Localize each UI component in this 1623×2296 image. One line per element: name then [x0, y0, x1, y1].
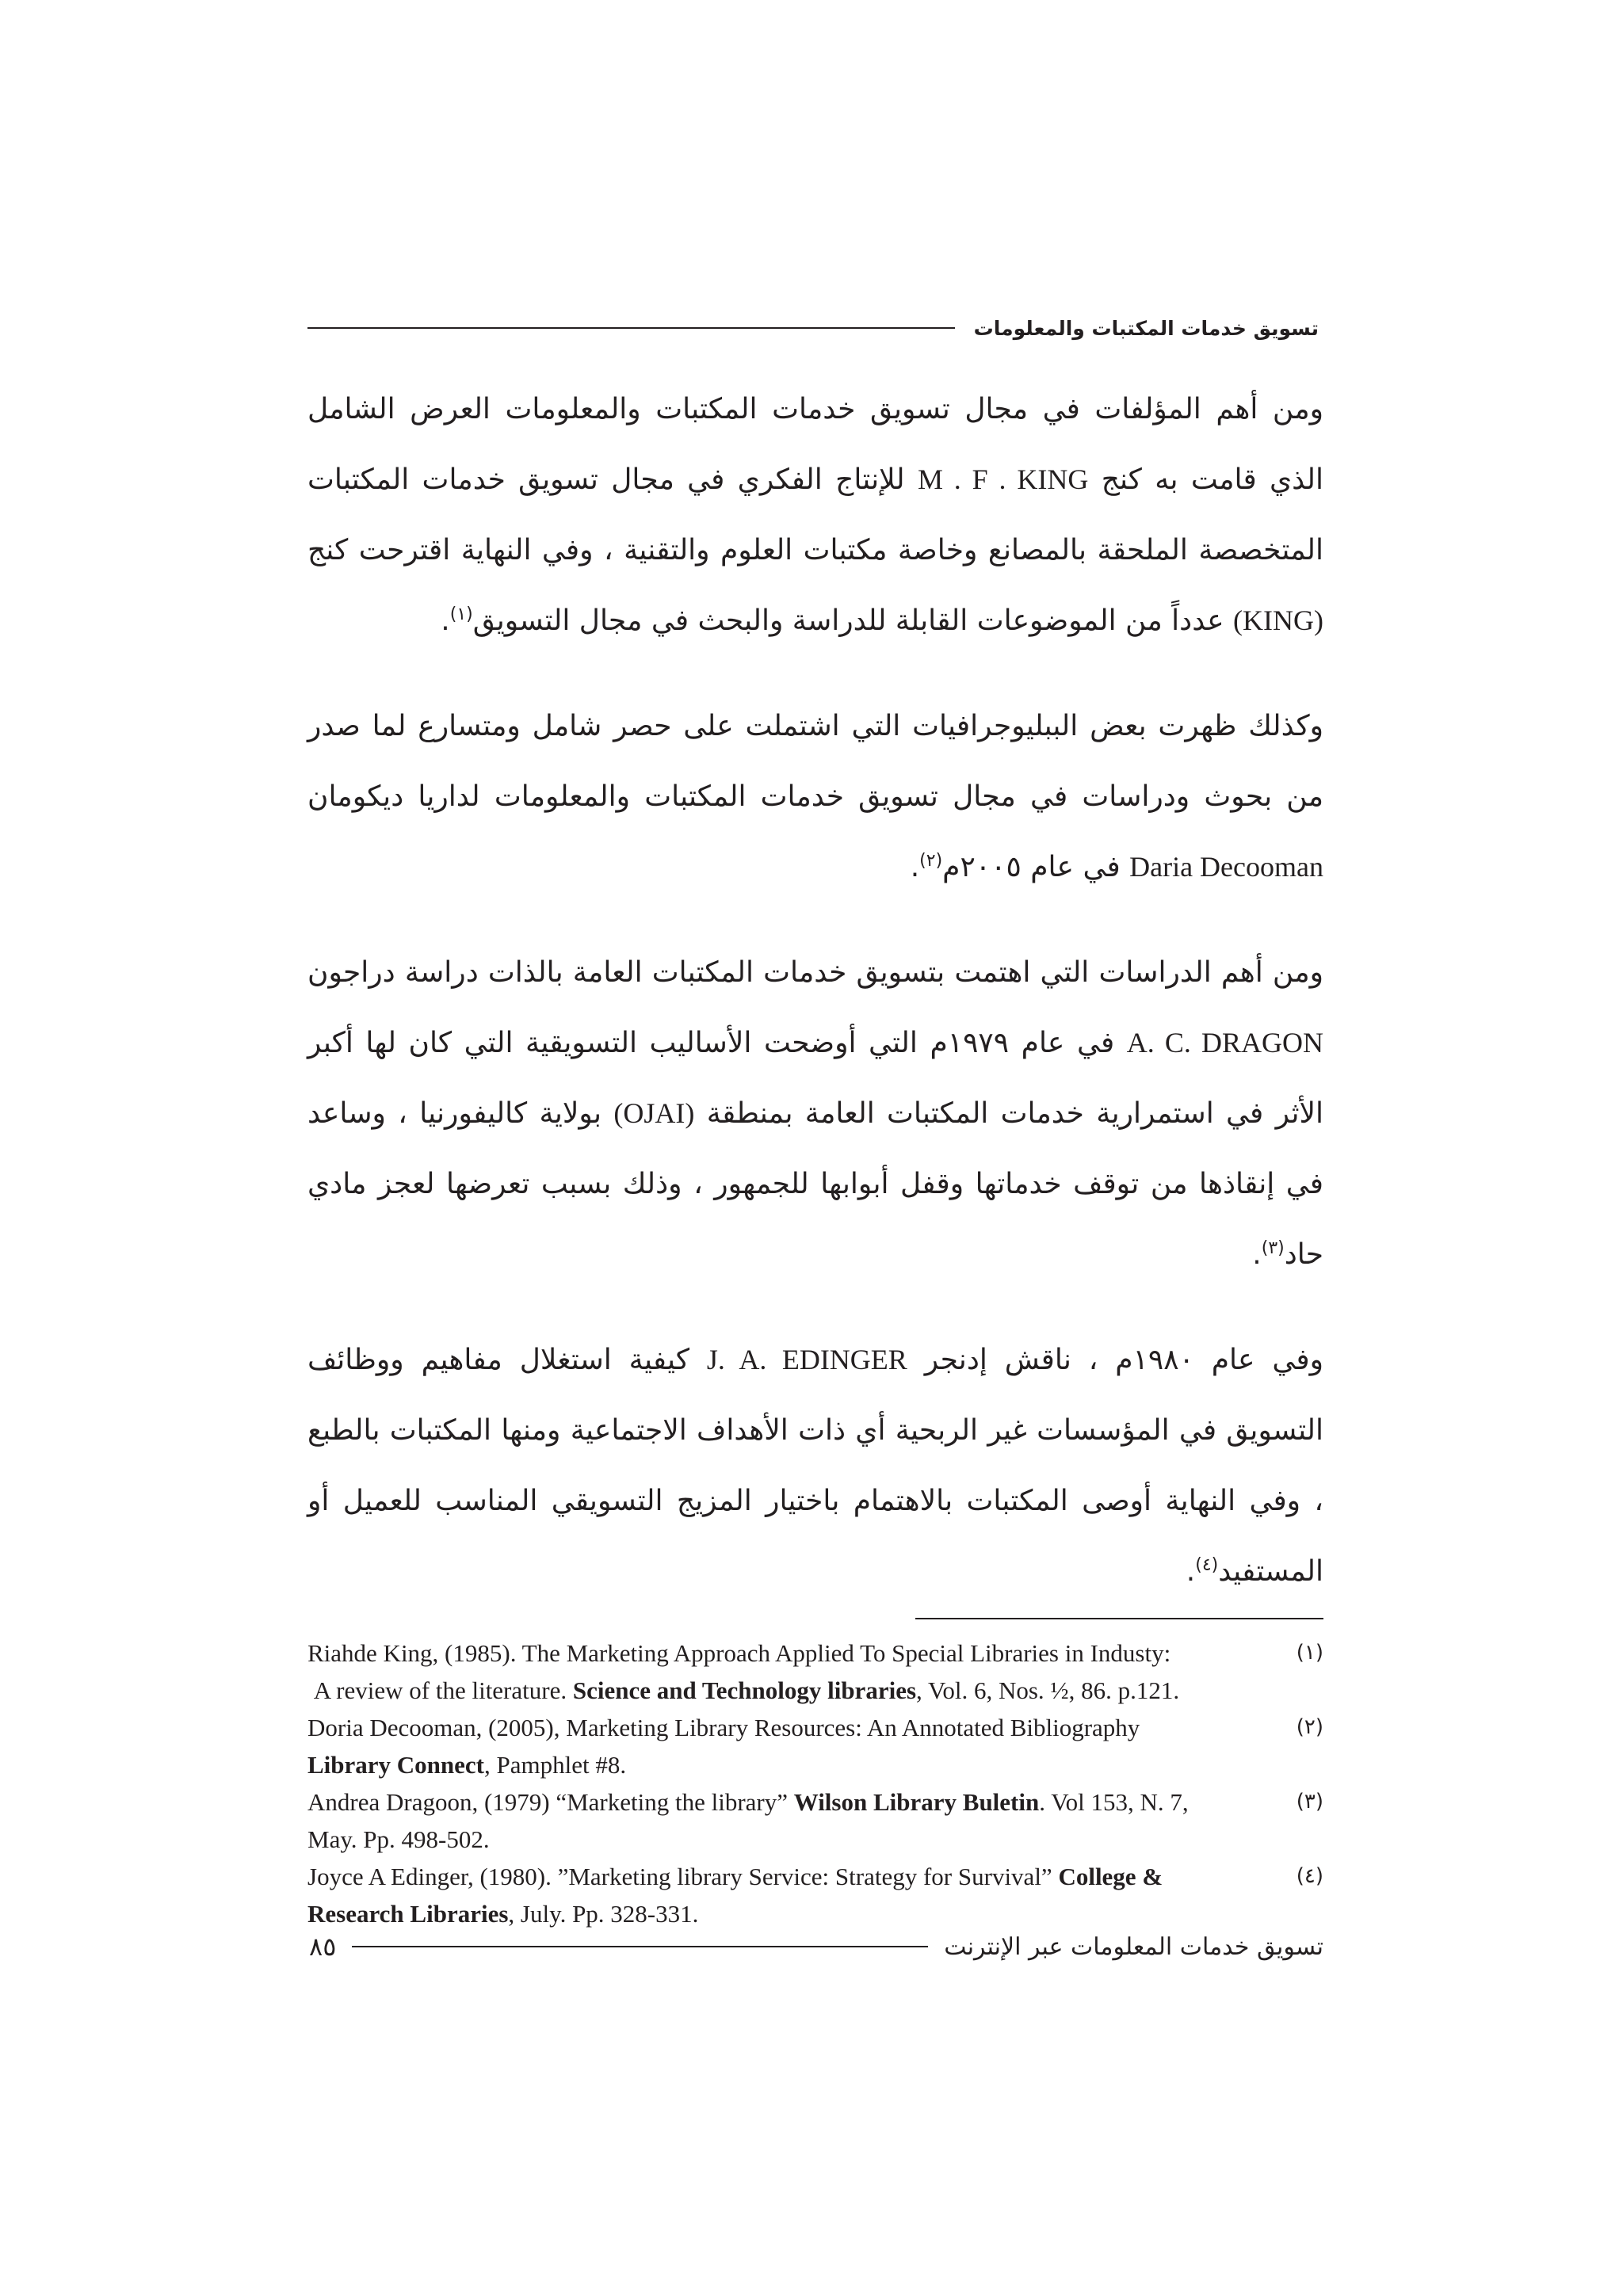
- footnote-ref-2[interactable]: (٢): [919, 851, 943, 871]
- footnote-4-pages: , July. Pp. 328-331.: [508, 1900, 699, 1928]
- footnote-3: [307, 1783, 1323, 1858]
- footnote-2: [307, 1709, 1323, 1783]
- page-number: ٨٥: [309, 1932, 337, 1962]
- footnote-4-line-1: [307, 1858, 1281, 1895]
- footnotes: [307, 1634, 1323, 1932]
- footnote-4-journal-b: Research Libraries: [307, 1900, 509, 1928]
- footnote-4-journal-a: College &: [1058, 1863, 1163, 1890]
- p3-latin-ojai: (OJAI): [613, 1097, 695, 1129]
- footnote-separator: [915, 1618, 1323, 1619]
- p2-latin-decooman: Daria Decooman: [1129, 851, 1323, 883]
- paragraph-2: [307, 691, 1323, 902]
- footnote-2-pamphlet: , Pamphlet #8.: [484, 1751, 627, 1779]
- footnote-4: [307, 1858, 1323, 1932]
- footnote-3-line-1: [307, 1783, 1281, 1821]
- paragraph-3: [307, 937, 1323, 1290]
- footnote-2-line-1: Doria Decooman, (2005), Marketing Library Resources: An Annotated Bibliography: [307, 1714, 1140, 1741]
- footnote-3-volume: . Vol 153, N. 7,: [1039, 1788, 1189, 1816]
- p3-latin-dragon: A. C. DRAGON: [1126, 1027, 1323, 1058]
- footnote-1-line-2: [307, 1672, 1281, 1709]
- header-rule: [307, 327, 955, 329]
- footnote-1: [307, 1634, 1323, 1709]
- footnote-ref-4[interactable]: (٤): [1195, 1555, 1219, 1575]
- paragraph-4: [307, 1325, 1323, 1607]
- running-footer-title: تسويق خدمات المعلومات عبر الإنترنت: [944, 1932, 1323, 1961]
- footnote-number: (٤): [1296, 1864, 1323, 1888]
- footnote-number: (١): [1296, 1641, 1323, 1665]
- p1-text-b: للإنتاج الفكري في مجال تسويق خدمات المكتبات المتخصصة الملحقة بالمصانع وخاصة مكتبات العلوم والتقنية ، وفي النهاية اقترحت كنج: [307, 463, 1323, 566]
- paragraph-1: [307, 374, 1323, 656]
- running-header: [307, 311, 1319, 345]
- p4-text-a: وفي عام ١٩٨٠م ، ناقش إدنجر: [924, 1344, 1323, 1376]
- footnote-ref-3[interactable]: (٣): [1261, 1238, 1285, 1258]
- running-header-title: تسويق خدمات المكتبات والمعلومات: [973, 316, 1319, 340]
- footnote-3-journal: Wilson Library Buletin: [793, 1788, 1040, 1816]
- footnote-1-text: A review of the literature.: [313, 1676, 573, 1704]
- footnote-ref-1[interactable]: (١): [449, 605, 473, 624]
- p3-text-a: ومن أهم الدراسات التي اهتمت بتسويق خدمات المكتبات العامة بالذات دراسة دراجون: [307, 956, 1323, 989]
- p3-text-c: بولاية كاليفورنيا ، وساعد في إنقاذها من توقف خدماتها وقفل أبوابها للجمهور ، وذلك بسبب تعرضها لعجز مادي حاد: [307, 1097, 1323, 1271]
- p3-end: .: [1252, 1238, 1262, 1271]
- p2-end: .: [910, 851, 920, 883]
- footnote-2-line-2: [307, 1746, 1281, 1783]
- footnote-2-source: Library Connect: [307, 1751, 485, 1779]
- p1-text-a: ومن أهم المؤلفات في مجال تسويق خدمات المكتبات والمعلومات العرض الشامل الذي قامت به كنج: [307, 393, 1324, 496]
- p4-end: .: [1186, 1555, 1196, 1588]
- footnote-1-volume: , Vol. 6, Nos. ½, 86. p.121.: [916, 1676, 1180, 1704]
- footnote-1-line-1: Riahde King, (1985). The Marketing Approach Applied To Special Libraries in Industy:: [307, 1639, 1171, 1667]
- p2-text-a: وكذلك ظهرت بعض الببليوجرافيات التي اشتملت على حصر شامل ومتسارع لما صدر من بحوث ودراسات في مجال تسويق خدمات المكتبات والمعلومات لداريا ديكومان: [307, 710, 1323, 813]
- p2-text-b: في عام ٢٠٠٥م: [942, 851, 1121, 883]
- footnote-1-journal: Science and Technology libraries: [572, 1676, 917, 1704]
- body-text: [307, 374, 1323, 1642]
- p4-text-b: كيفية استغلال مفاهيم ووظائف التسويق في المؤسسات غير الربحية أي ذات الأهداف الاجتماعية ومنها المكتبات بالطبع ، وفي النهاية أوصى المكتبات بالاهتمام باختيار المزيج التسويقي المناسب للعميل أو المستفيد: [307, 1344, 1323, 1588]
- p1-text-c: عدداً من الموضوعات القابلة للدراسة والبحث في مجال التسويق: [472, 605, 1224, 637]
- p4-latin-edinger: J. A. EDINGER: [706, 1344, 907, 1375]
- footnote-3-line-2: May. Pp. 498-502.: [307, 1825, 490, 1853]
- footnote-number: (٣): [1296, 1790, 1323, 1814]
- footnote-number: (٢): [1296, 1715, 1323, 1739]
- footer-rule: [352, 1946, 928, 1947]
- p1-end: .: [441, 605, 450, 637]
- p3-text-b: في عام ١٩٧٩م التي أوضحت الأساليب التسويقية التي كان لها أكبر الأثر في استمرارية خدمات المكتبات العامة بمنطقة: [307, 1027, 1324, 1130]
- p1-latin-king-paren: (KING): [1233, 605, 1323, 636]
- footnote-4-text: Joyce A Edinger, (1980). ”Marketing library Service: Strategy for Survival”: [307, 1863, 1059, 1890]
- p1-latin-king: M . F . KING: [917, 463, 1089, 495]
- running-footer: [309, 1927, 1323, 1966]
- footnote-3-text: Andrea Dragoon, (1979) “Marketing the library”: [307, 1788, 794, 1816]
